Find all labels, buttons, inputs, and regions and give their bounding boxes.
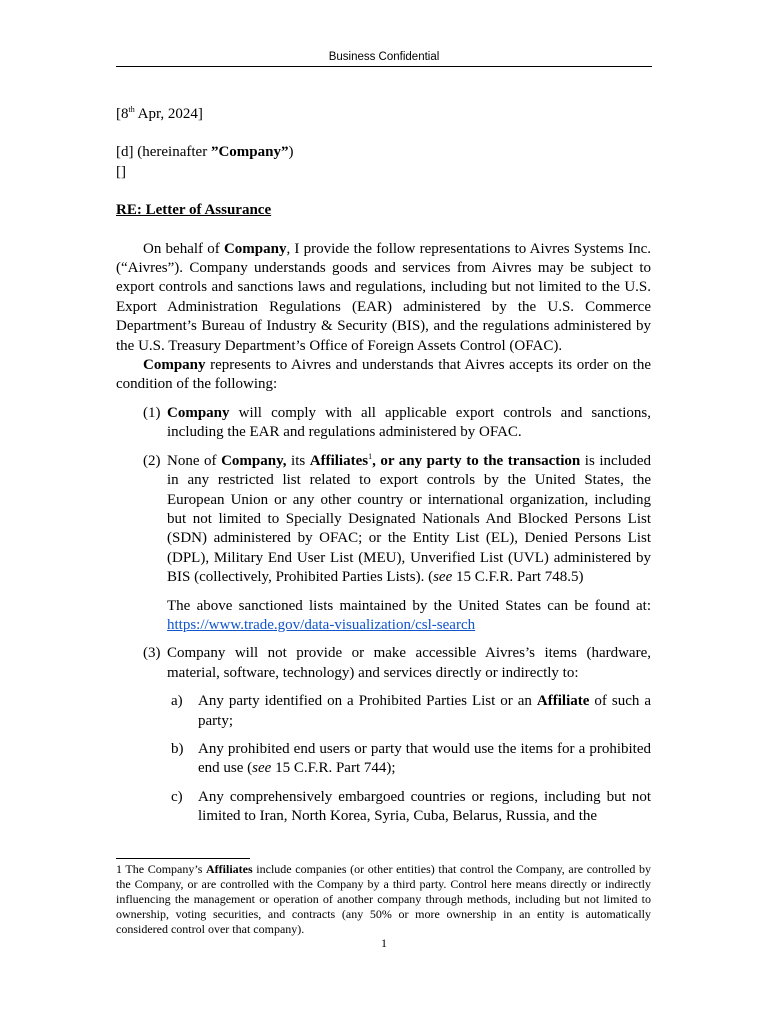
list-number: (3)	[143, 645, 161, 662]
list-item-3: (3) Company will not provide or make accessible Aivres’s items (hardware, material, software, technology) and services directly or indirectly to:	[143, 645, 651, 681]
footnote-1: 1 The Company’s Affiliates include companies (or other entities) that control the Company, are controlled by the Company, or are controlled with the Company by a third party. Control here means directly or indirectly influencing the management or operation of another company through methods, including but not limited to ownership, voting securities, and contracts (any 50% or more ownership in an entity is automatically considered control over that company).	[116, 862, 651, 936]
list-item-2: (2) None of Company, its Affiliates$^1$, or any party to the transaction is included in any restricted list related to export controls by the United States, the European Union or any other country or international organization, including but not limited to Specially Designated Nationals And Blocked Persons List (SDN) administered by OFAC; or the Entity List (EL), Denied Persons List (DPL), Military End User List (MEU), Unverified List (UVL) administered by BIS (collectively, Prohibited Parties Lists). (see 15 C.F.R. Part 748.5)	[143, 451, 651, 586]
lists-note: The above sanctioned lists maintained by the United States can be found at: https://www.trade.gov/data-visualization/csl-search	[167, 597, 651, 633]
list-number: (1)	[143, 404, 161, 421]
page-header: Business Confidential	[328, 51, 440, 63]
csl-search-link[interactable]: https://www.trade.gov/data-visualization/csl-search	[167, 616, 476, 633]
sub-list-letter: a)	[171, 693, 183, 710]
addressee-placeholder: []	[116, 163, 126, 180]
sub-item-c: c) Any comprehensively embargoed countries or regions, including but not limited to Iran, North Korea, Syria, Cuba, Belarus, Russia, and the	[171, 788, 651, 825]
intro-paragraph: On behalf of Company, I provide the follow representations to Aivres Systems Inc. (“Aivres”). Company understands goods and services from Aivres may be subject to export controls and sanctions laws and regulations, including but not limited to the U.S. Export Administration Regulations (EAR) administered by the U.S. Commerce Department’s Bureau of Industry & Security (BIS), and the regulations administered by the U.S. Treasury Department’s Office of Foreign Assets Control (OFAC).	[116, 240, 651, 354]
sub-list-letter: c)	[171, 788, 183, 805]
footnote-separator	[116, 858, 250, 859]
sub-item-a: a) Any party identified on a Prohibited Parties List or an Affiliate of such a party;	[171, 693, 651, 729]
letter-body	[116, 105, 651, 827]
sub-list-letter: b)	[171, 740, 184, 757]
list-item-1: (1) Company will comply with all applicable export controls and sanctions, including the EAR and regulations administered by OFAC.	[143, 404, 651, 441]
list-number: (2)	[143, 452, 161, 469]
footnote-mark: 1	[116, 862, 122, 876]
addressee-line: [d] (hereinafter ”Company”)	[116, 144, 294, 161]
footnote-reference[interactable]: 1	[368, 451, 373, 461]
conditions-paragraph: Company represents to Aivres and understands that Aivres accepts its order on the condition of the following:	[116, 357, 651, 393]
letter-date: [8th Apr, 2024]	[116, 105, 203, 122]
subject-line: RE: Letter of Assurance	[116, 202, 272, 219]
sub-item-b: b) Any prohibited end users or party that would use the items for a prohibited end use (see 15 C.F.R. Part 744);	[171, 740, 651, 777]
page-number: 1	[381, 936, 387, 950]
header-rule	[116, 66, 652, 67]
